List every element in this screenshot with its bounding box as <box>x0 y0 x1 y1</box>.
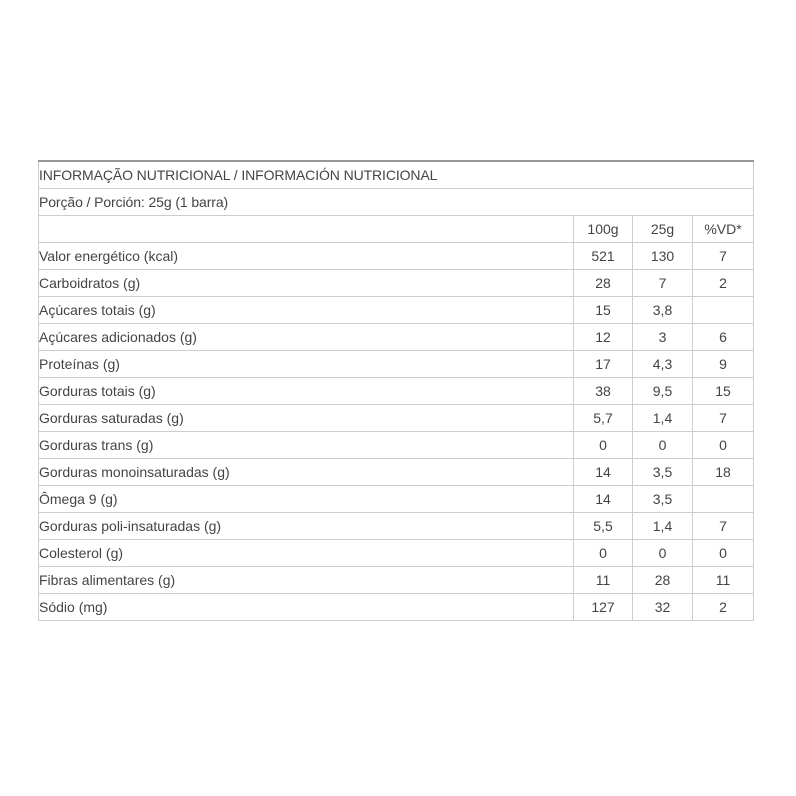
value-100g: 5,7 <box>574 405 633 432</box>
table-row <box>39 594 754 621</box>
portion-label: Porção / Porción: 25g (1 barra) <box>39 189 754 216</box>
value-25g: 9,5 <box>633 378 693 405</box>
value-25g: 0 <box>633 540 693 567</box>
column-header-vd: %VD* <box>693 216 754 243</box>
value-vd: 0 <box>693 540 754 567</box>
value-vd: 7 <box>693 405 754 432</box>
nutrient-label: Gorduras trans (g) <box>39 432 574 459</box>
value-100g: 11 <box>574 567 633 594</box>
value-25g: 3,5 <box>633 459 693 486</box>
value-25g: 3,5 <box>633 486 693 513</box>
nutrition-facts-table <box>38 160 754 621</box>
nutrient-label: Ômega 9 (g) <box>39 486 574 513</box>
nutrient-label: Gorduras monoinsaturadas (g) <box>39 459 574 486</box>
nutrient-label: Gorduras saturadas (g) <box>39 405 574 432</box>
value-100g: 38 <box>574 378 633 405</box>
value-25g: 4,3 <box>633 351 693 378</box>
value-vd: 2 <box>693 594 754 621</box>
value-25g: 1,4 <box>633 405 693 432</box>
table-row <box>39 297 754 324</box>
nutrient-label: Valor energético (kcal) <box>39 243 574 270</box>
value-100g: 0 <box>574 540 633 567</box>
value-vd: 0 <box>693 432 754 459</box>
table-row <box>39 486 754 513</box>
value-100g: 127 <box>574 594 633 621</box>
table-row <box>39 405 754 432</box>
value-25g: 32 <box>633 594 693 621</box>
value-100g: 521 <box>574 243 633 270</box>
table-row <box>39 459 754 486</box>
value-100g: 5,5 <box>574 513 633 540</box>
value-100g: 14 <box>574 459 633 486</box>
value-25g: 28 <box>633 567 693 594</box>
value-vd <box>693 297 754 324</box>
value-vd: 11 <box>693 567 754 594</box>
nutrient-label: Carboidratos (g) <box>39 270 574 297</box>
nutrient-label: Fibras alimentares (g) <box>39 567 574 594</box>
table-row <box>39 270 754 297</box>
value-vd: 9 <box>693 351 754 378</box>
value-100g: 0 <box>574 432 633 459</box>
value-100g: 28 <box>574 270 633 297</box>
value-25g: 3,8 <box>633 297 693 324</box>
nutrient-label: Açúcares totais (g) <box>39 297 574 324</box>
column-header-row <box>39 216 754 243</box>
value-25g: 130 <box>633 243 693 270</box>
value-100g: 12 <box>574 324 633 351</box>
nutrient-label: Sódio (mg) <box>39 594 574 621</box>
value-25g: 7 <box>633 270 693 297</box>
portion-row <box>39 189 754 216</box>
nutrient-label: Gorduras totais (g) <box>39 378 574 405</box>
nutrient-label: Gorduras poli-insaturadas (g) <box>39 513 574 540</box>
column-header-25g: 25g <box>633 216 693 243</box>
table-row <box>39 513 754 540</box>
value-vd: 6 <box>693 324 754 351</box>
value-25g: 3 <box>633 324 693 351</box>
table-row <box>39 324 754 351</box>
value-vd: 7 <box>693 513 754 540</box>
table-row <box>39 567 754 594</box>
table-row <box>39 243 754 270</box>
value-vd: 7 <box>693 243 754 270</box>
table-row <box>39 540 754 567</box>
nutrient-label: Proteínas (g) <box>39 351 574 378</box>
value-100g: 14 <box>574 486 633 513</box>
table-title: INFORMAÇÃO NUTRICIONAL / INFORMACIÓN NUTRICIONAL <box>39 161 754 189</box>
table-row <box>39 432 754 459</box>
value-100g: 15 <box>574 297 633 324</box>
value-vd: 18 <box>693 459 754 486</box>
column-header-spacer <box>39 216 574 243</box>
table-title-row <box>39 161 754 189</box>
value-25g: 0 <box>633 432 693 459</box>
nutrient-label: Colesterol (g) <box>39 540 574 567</box>
column-header-100g: 100g <box>574 216 633 243</box>
nutrient-label: Açúcares adicionados (g) <box>39 324 574 351</box>
value-vd <box>693 486 754 513</box>
value-25g: 1,4 <box>633 513 693 540</box>
table-row <box>39 351 754 378</box>
value-vd: 2 <box>693 270 754 297</box>
value-vd: 15 <box>693 378 754 405</box>
nutrition-rows <box>39 243 754 621</box>
value-100g: 17 <box>574 351 633 378</box>
table-row <box>39 378 754 405</box>
